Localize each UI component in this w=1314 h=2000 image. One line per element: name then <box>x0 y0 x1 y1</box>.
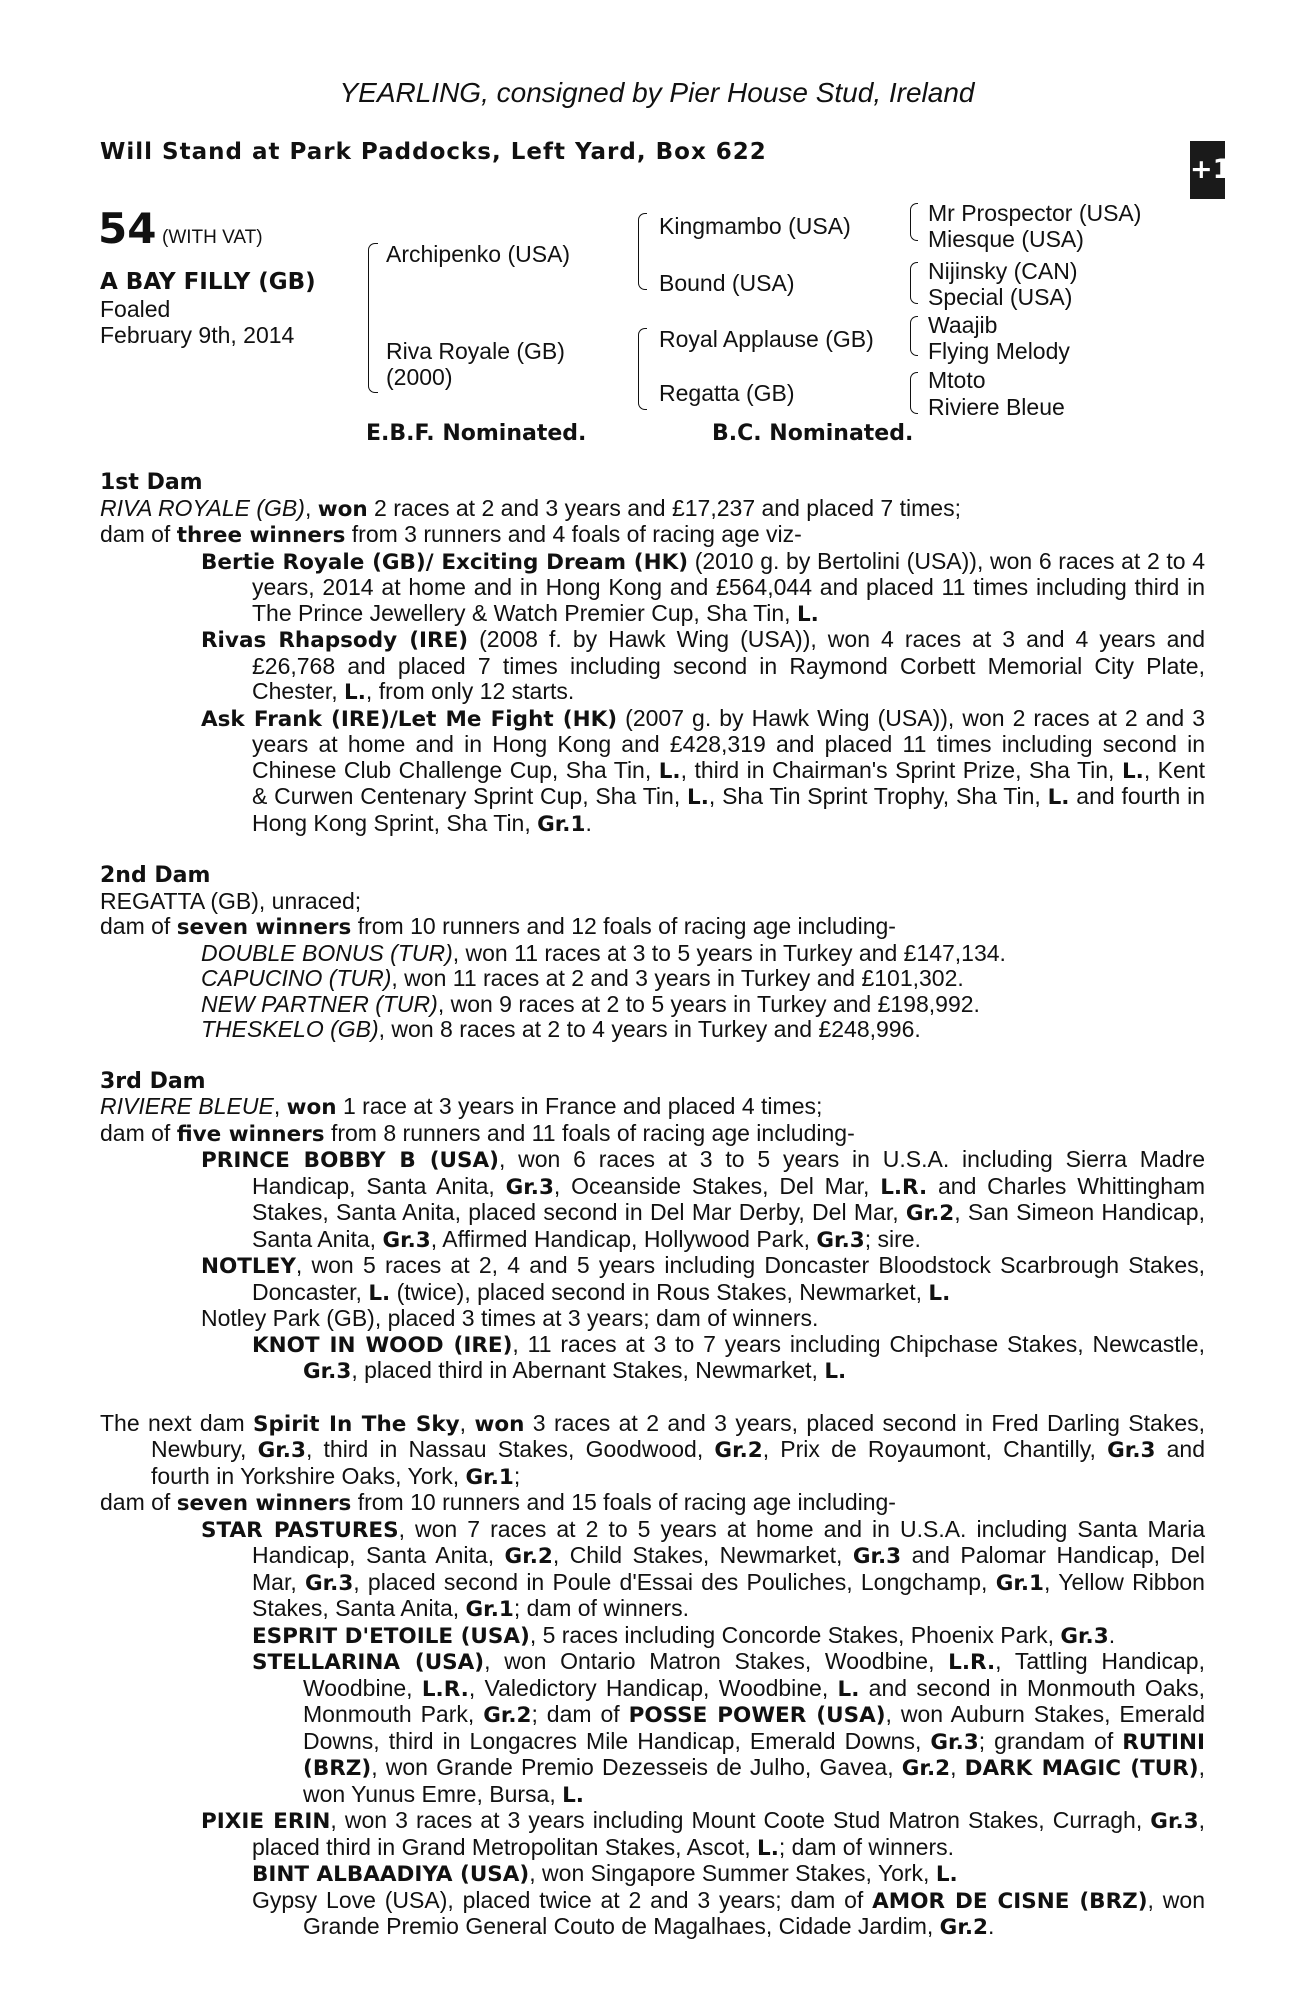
foaled-label: Foaled <box>100 296 171 322</box>
grade: Gr.3 <box>1150 1809 1199 1834</box>
produce-line <box>100 1121 1205 1148</box>
offspring-entry <box>252 1861 1205 1888</box>
offspring-entry <box>201 1147 1205 1253</box>
pedigree-dsd: Flying Melody <box>928 338 1070 364</box>
pedigree-ssd: Miesque (USA) <box>928 226 1084 252</box>
pedigree-bracket-4 <box>910 203 918 241</box>
grade: L.R. <box>948 1650 996 1675</box>
horse-name: DOUBLE BONUS (TUR) <box>201 939 453 966</box>
grade: L. <box>928 1280 951 1306</box>
text-run: won <box>317 496 368 522</box>
offspring-entry <box>252 1888 1205 1941</box>
text-run: dam of <box>100 1119 177 1146</box>
next-dam-section <box>100 1411 1205 1941</box>
horse-name: RUTINI (BRZ) <box>303 1729 1205 1781</box>
offspring-entry <box>201 1017 1205 1043</box>
grade: Gr.2 <box>901 1756 951 1781</box>
pedigree-bracket-3 <box>638 328 647 410</box>
text-run: The next dam <box>100 1409 254 1436</box>
text-run: , won Auburn Stakes, Emerald Downs, third in Longacres Mile Handicap, Emerald Downs, <box>303 1701 1206 1754</box>
offspring-entry <box>201 1808 1205 1861</box>
text-run: 2 races at 2 and 3 years and £17,237 and placed 7 times; <box>367 494 961 521</box>
horse-name: DARK MAGIC (TUR) <box>964 1756 1199 1781</box>
grade: L. <box>1047 785 1070 810</box>
grade: L. <box>837 1676 860 1702</box>
produce-line <box>100 522 1205 549</box>
pedigree-bracket-6 <box>910 316 918 356</box>
dam-line: REGATTA (GB), unraced; <box>100 887 362 914</box>
grade: Gr.3 <box>816 1227 865 1253</box>
grade: Gr.3 <box>304 1570 354 1596</box>
text-run: , Valedictory Handicap, Woodbine, <box>468 1674 838 1701</box>
text-run: , won 9 races at 2 to 5 years in Turkey and £198,992. <box>437 990 980 1017</box>
catalogue-body <box>100 470 1205 1941</box>
text-run: and Palomar Handicap, Del Mar, <box>252 1542 1205 1595</box>
text-run: and Charles Whittingham Stakes, Santa Anita, placed second in Del Mar Derby, Del Mar, <box>252 1172 1206 1225</box>
pedigree-bracket-1 <box>368 243 378 393</box>
text-run: . <box>1108 1621 1116 1648</box>
offspring-entry <box>252 1332 1205 1385</box>
text-run: , Oceanside Stakes, Del Mar, <box>553 1172 881 1199</box>
text-run: from 8 runners and 11 foals of racing age including- <box>324 1119 855 1146</box>
grade: L.R. <box>880 1174 928 1200</box>
text-run: ; grandam of <box>978 1727 1123 1754</box>
text-run: (twice), placed second in Rous Stakes, Newmarket, <box>390 1278 929 1305</box>
grade: Gr.3 <box>1060 1623 1109 1649</box>
text-run: dam of <box>100 913 177 939</box>
pedigree-sds: Nijinsky (CAN) <box>928 258 1078 284</box>
horse-name: STAR PASTURES <box>201 1517 399 1543</box>
text-run: 1 race at 3 years in France and placed 4 times; <box>336 1093 823 1119</box>
lot-name: A BAY FILLY (GB) <box>100 269 316 295</box>
page-header: YEARLING, consigned by Pier House Stud, Ireland <box>339 77 975 108</box>
dam-name: Spirit In The Sky <box>253 1411 460 1437</box>
text-run: , won 8 races at 2 to 4 years in Turkey and £248,996. <box>378 1016 921 1042</box>
offspring-entry <box>201 1253 1205 1306</box>
foaled-date: February 9th, 2014 <box>100 322 295 348</box>
grade: L. <box>935 1862 958 1887</box>
horse-name: THESKELO (GB) <box>201 1016 379 1042</box>
text-run: (2007 g. by Hawk Wing (USA)), won 2 races at 2 and 3 years at home and in Hong Kong and £428,319 and placed 11 times including second in Chinese Club Challenge Cup, Sha Tin, <box>252 704 1205 783</box>
section-title: 3rd Dam <box>100 1068 206 1094</box>
next-dam-line <box>100 1411 1205 1491</box>
text-run: won <box>286 1095 337 1120</box>
text-run: , won Ontario Matron Stakes, Woodbine, <box>484 1648 949 1674</box>
text-run: . <box>987 1913 995 1939</box>
offspring-entry <box>201 627 1205 706</box>
text-run: , won 7 races at 2 to 5 years at home and in U.S.A. including Santa Maria Handicap, Santa Anita, <box>252 1515 1205 1568</box>
section-title: 2nd Dam <box>100 863 211 888</box>
text-run: , 11 races at 3 to 7 years including Chipchase Stakes, Newcastle, <box>512 1330 1205 1357</box>
horse-name: POSSE POWER (USA) <box>628 1703 886 1728</box>
text-run: seven winners <box>176 1491 352 1516</box>
offspring-entry <box>201 706 1205 838</box>
text-run: dam of <box>100 521 177 547</box>
grade: L. <box>757 1835 779 1861</box>
text-run: five winners <box>176 1121 325 1147</box>
text-run: ; dam of <box>531 1701 629 1727</box>
text-run: , Child Stakes, Newmarket, <box>552 1542 853 1568</box>
horse-name: Rivas Rhapsody (IRE) <box>201 628 469 653</box>
text-run: , placed second in Poule d'Essai des Pouliches, Longchamp, <box>353 1568 996 1595</box>
text-run: , won Singapore Summer Stakes, York, <box>529 1860 936 1886</box>
produce-line <box>100 1490 1205 1517</box>
grade: L. <box>658 758 681 784</box>
offspring-entry <box>201 966 1205 992</box>
text-run: three winners <box>176 523 346 548</box>
offspring-entry <box>201 1517 1205 1623</box>
grade: L. <box>824 1359 847 1384</box>
pedigree-dd: Regatta (GB) <box>659 380 795 406</box>
dam-name: RIVA ROYALE (GB) <box>100 494 305 521</box>
text-run: ; dam of winners. <box>778 1833 955 1860</box>
offspring-entry <box>252 1623 1205 1650</box>
text-run: , Affirmed Handicap, Hollywood Park, <box>430 1225 817 1252</box>
grade: L.R. <box>421 1676 469 1702</box>
text-run: (2008 f. by Hawk Wing (USA)), won 4 races at 3 and 4 years and £26,768 and placed 7 times including second in Raymond Corbett Memorial City Plate, Chester, <box>252 626 1205 704</box>
horse-name: PRINCE BOBBY B (USA) <box>201 1148 499 1173</box>
grade: Gr.1 <box>465 1597 514 1622</box>
pedigree-dam: Riva Royale (GB) <box>386 338 565 364</box>
grade: Gr.2 <box>905 1201 955 1226</box>
produce-line <box>100 914 1205 941</box>
text-run: from 3 runners and 4 foals of racing age viz- <box>345 521 802 547</box>
text-run: , third in Nassau Stakes, Goodwood, <box>305 1436 715 1462</box>
text-run: seven winners <box>176 915 352 940</box>
text-run: and fourth in Hong Kong Sprint, Sha Tin, <box>252 783 1205 836</box>
grade: Gr.2 <box>939 1915 988 1940</box>
horse-name: STELLARINA (USA) <box>252 1650 485 1675</box>
text-run: from 10 runners and 15 foals of racing age including- <box>351 1489 896 1515</box>
grade: Gr.1 <box>995 1570 1044 1596</box>
pedigree-bracket-2 <box>638 213 647 290</box>
dam-line <box>100 1094 1205 1121</box>
text-run: , won 11 races at 3 to 5 years in Turkey and £147,134. <box>452 939 1006 966</box>
pedigree-sire: Archipenko (USA) <box>386 241 571 267</box>
grade: Gr.3 <box>1107 1438 1156 1463</box>
text-run: , Prix de Royaumont, Chantilly, <box>762 1436 1108 1462</box>
text-run: and second in Monmouth Oaks, Monmouth Park, <box>303 1674 1205 1727</box>
horse-name: Bertie Royale (GB)/ Exciting Dream (HK) <box>201 549 689 575</box>
text-run: , <box>950 1754 965 1780</box>
horse-name: BINT ALBAADIYA (USA) <box>252 1862 530 1887</box>
grade: Gr.3 <box>930 1729 979 1755</box>
pedigree-sss: Mr Prospector (USA) <box>928 200 1142 226</box>
offspring-entry <box>252 1649 1205 1808</box>
text-run: , Kent & Curwen Centenary Sprint Cup, Sha Tin, <box>252 756 1205 809</box>
pedigree-sd: Bound (USA) <box>659 270 795 296</box>
text-run: . <box>585 809 592 836</box>
dam-line <box>100 496 1205 523</box>
text-run: , placed third in Grand Metropolitan Stakes, Ascot, <box>252 1807 1205 1860</box>
text-run: and fourth in Yorkshire Oaks, York, <box>151 1436 1206 1489</box>
grade: L. <box>687 785 709 810</box>
text-run: Gypsy Love (USA), placed twice at 2 and 3 years; dam of <box>252 1886 873 1913</box>
grade: Gr.2 <box>714 1438 763 1463</box>
text-run: , <box>459 1409 475 1436</box>
grade: Gr.3 <box>257 1438 306 1463</box>
section-title: 1st Dam <box>100 470 203 495</box>
text-run: ; sire. <box>864 1225 921 1252</box>
text-run: ; <box>513 1462 521 1489</box>
stand-location: Will Stand at Park Paddocks, Left Yard, Box 622 <box>100 139 767 165</box>
text-run: , <box>273 1093 287 1119</box>
text-run: (2010 g. by Bertolini (USA)), won 6 races at 2 to 4 years, 2014 at home and in Hong Kong and £564,044 and placed 11 times including third in The Prince Jewellery & Watch Premier Cup, Sha Tin, <box>252 547 1205 626</box>
horse-name: NOTLEY <box>201 1254 296 1279</box>
text-run: , won Grande Premio Dezesseis de Julho, Gavea, <box>371 1754 902 1780</box>
text-run: , San Simeon Handicap, Santa Anita, <box>252 1199 1205 1252</box>
text-run: , third in Chairman's Sprint Prize, Sha Tin, <box>680 756 1122 783</box>
horse-name: AMOR DE CISNE (BRZ) <box>872 1888 1148 1914</box>
horse-name: ESPRIT D'ETOILE (USA) <box>252 1623 530 1649</box>
pedigree-dss: Waajib <box>928 312 998 338</box>
text-run: , won 11 races at 2 and 3 years in Turkey and £101,302. <box>391 965 964 991</box>
text-run: , won 6 races at 3 to 5 years in U.S.A. including Sierra Madre Handicap, Santa Anita, <box>252 1146 1205 1199</box>
text-run: , won Yunus Emre, Bursa, <box>303 1754 1206 1807</box>
text-run: , placed third in Abernant Stakes, Newmarket, <box>351 1357 825 1383</box>
grade: Gr.1 <box>465 1464 514 1490</box>
text-run: , Sha Tin Sprint Trophy, Sha Tin, <box>708 783 1048 809</box>
horse-name: PIXIE ERIN <box>201 1809 331 1834</box>
pedigree-sdd: Special (USA) <box>928 284 1073 310</box>
text-run: , <box>304 494 318 521</box>
grade: Gr.2 <box>504 1544 553 1569</box>
foaled-info <box>100 296 294 348</box>
text-run: won <box>474 1411 525 1437</box>
text-run: dam of <box>100 1489 177 1515</box>
grade: Gr.1 <box>537 811 586 837</box>
dam-name: RIVIERE BLEUE <box>100 1093 274 1119</box>
offspring-entry <box>201 549 1205 628</box>
pedigree-dds: Mtoto <box>928 367 986 393</box>
pedigree-bracket-7 <box>910 372 918 414</box>
pedigree-ss: Kingmambo (USA) <box>659 213 851 239</box>
grade: Gr.3 <box>852 1544 902 1569</box>
offspring-entry <box>201 992 1205 1018</box>
grade: Gr.3 <box>303 1359 352 1384</box>
offspring-entry <box>201 941 1205 967</box>
text-run: from 10 runners and 12 foals of racing age including- <box>351 913 896 939</box>
text-run: , won 3 races at 3 years including Mount Coote Stud Matron Stakes, Curragh, <box>330 1807 1151 1833</box>
grade: Gr.3 <box>382 1227 431 1253</box>
grade: L. <box>562 1782 584 1808</box>
text-run: ; dam of winners. <box>513 1595 689 1621</box>
grade: Gr.3 <box>505 1174 554 1200</box>
text-run: , won Grande Premio General Couto de Magalhaes, Cidade Jardim, <box>303 1886 1205 1939</box>
text-run: , won 5 races at 2, 4 and 5 years including Doncaster Bloodstock Scarbrough Stakes, Doncaster, <box>252 1252 1205 1305</box>
pedigree-dam-year: (2000) <box>386 364 453 390</box>
text-run: , from only 12 starts. <box>365 678 575 704</box>
text-run: , 5 races including Concorde Stakes, Phoenix Park, <box>529 1621 1061 1648</box>
grade: L. <box>796 601 819 627</box>
horse-name: CAPUCINO (TUR) <box>201 965 392 991</box>
lot-number: 54 <box>98 204 157 253</box>
pedigree-ddd: Riviere Bleue <box>928 394 1065 420</box>
bc-nomination: B.C. Nominated. <box>712 421 914 446</box>
horse-name: Ask Frank (IRE)/Let Me Fight (HK) <box>201 706 618 732</box>
first-dam-section <box>100 470 1205 837</box>
grade: L. <box>344 680 366 705</box>
ebf-nomination: E.B.F. Nominated. <box>366 421 587 446</box>
grade: L. <box>1121 758 1144 784</box>
grade: L. <box>368 1280 391 1306</box>
pedigree-bracket-5 <box>910 262 918 304</box>
horse-name: KNOT IN WOOD (IRE) <box>252 1332 513 1358</box>
text-run: , Yellow Ribbon Stakes, Santa Anita, <box>252 1568 1205 1621</box>
horse-name: NEW PARTNER (TUR) <box>201 990 438 1017</box>
offspring-entry: Notley Park (GB), placed 3 times at 3 years; dam of winners. <box>201 1305 819 1331</box>
plus-ten-badge: +10 <box>1190 141 1225 199</box>
grade: Gr.2 <box>483 1703 532 1728</box>
third-dam-section <box>100 1069 1205 1385</box>
second-dam-section <box>100 863 1205 1043</box>
text-run: , Tattling Handicap, Woodbine, <box>303 1648 1205 1701</box>
vat-label: (WITH VAT) <box>162 227 263 248</box>
text-run: 3 races at 2 and 3 years, placed second in Fred Darling Stakes, Newbury, <box>151 1409 1206 1462</box>
pedigree-ds: Royal Applause (GB) <box>659 326 874 352</box>
